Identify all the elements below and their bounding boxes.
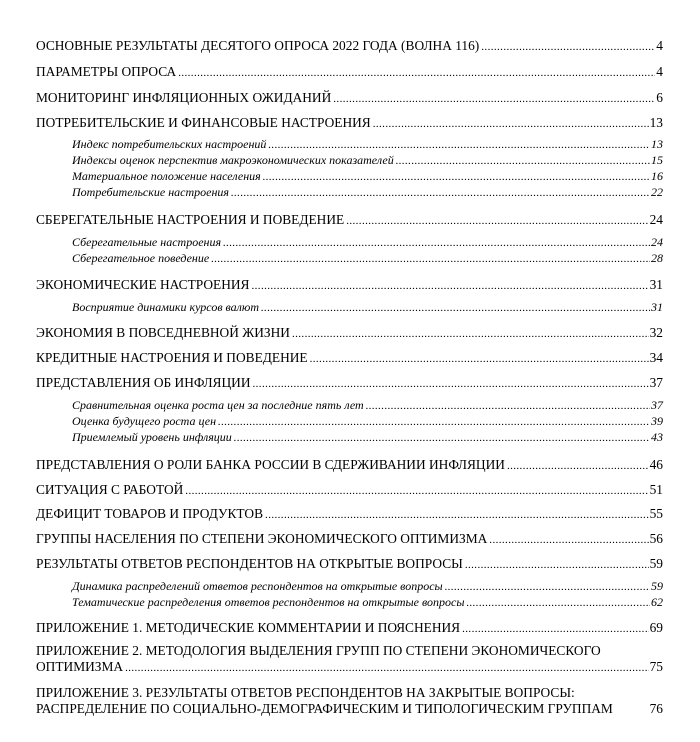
toc-page-number: 4 bbox=[656, 38, 663, 53]
toc-page-number: 22 bbox=[651, 185, 663, 199]
toc-page-number: 55 bbox=[649, 506, 663, 521]
dot-leader bbox=[268, 139, 650, 152]
toc-page-number: 16 bbox=[651, 169, 663, 183]
toc-entry-title: ДЕФИЦИТ ТОВАРОВ И ПРОДУКТОВ bbox=[36, 506, 264, 521]
toc-subentry[interactable] bbox=[72, 399, 663, 413]
dot-leader bbox=[211, 253, 650, 266]
toc-entry-title-line1: ПРИЛОЖЕНИЕ 3. РЕЗУЛЬТАТЫ ОТВЕТОВ РЕСПОНДЕНТОВ НА ЗАКРЫТЫЕ ВОПРОСЫ: bbox=[36, 685, 575, 700]
toc-subentry[interactable] bbox=[72, 236, 663, 250]
toc-page-number: 31 bbox=[651, 300, 663, 314]
dot-leader bbox=[333, 93, 655, 106]
toc-entry[interactable] bbox=[36, 556, 663, 572]
dot-leader bbox=[346, 215, 648, 228]
dot-leader bbox=[231, 187, 650, 200]
toc-entry[interactable] bbox=[36, 375, 663, 391]
toc-page-number: 13 bbox=[651, 137, 663, 151]
toc-page-number: 6 bbox=[656, 90, 663, 105]
toc-entry-title: ПРИЛОЖЕНИЕ 1. МЕТОДИЧЕСКИЕ КОММЕНТАРИИ И ПОЯСНЕНИЯ bbox=[36, 620, 461, 635]
toc-entry-title: РЕЗУЛЬТАТЫ ОТВЕТОВ РЕСПОНДЕНТОВ НА ОТКРЫТЫЕ ВОПРОСЫ bbox=[36, 556, 463, 571]
toc-entry[interactable] bbox=[36, 701, 663, 716]
dot-leader bbox=[481, 41, 655, 54]
toc-entry-title: СБЕРЕГАТЕЛЬНЫЕ НАСТРОЕНИЯ И ПОВЕДЕНИЕ bbox=[36, 212, 345, 227]
toc-page-number: 59 bbox=[649, 556, 663, 571]
dot-leader bbox=[252, 280, 649, 293]
toc-subentry[interactable] bbox=[72, 431, 663, 445]
toc-entry-title: Сберегательные настроения bbox=[72, 235, 222, 249]
toc-entry-title: Материальное положение населения bbox=[72, 169, 261, 183]
toc-entry-title: МОНИТОРИНГ ИНФЛЯЦИОННЫХ ОЖИДАНИЙ bbox=[36, 90, 332, 105]
toc-entry-title: Оценка будущего роста цен bbox=[72, 414, 217, 428]
toc-subentry[interactable] bbox=[72, 415, 663, 429]
toc-entry[interactable] bbox=[36, 531, 663, 547]
toc-page-number: 34 bbox=[649, 350, 663, 365]
toc-page-number: 39 bbox=[651, 414, 663, 428]
toc-entry[interactable] bbox=[36, 90, 663, 106]
dot-leader bbox=[445, 581, 650, 594]
toc-page-number: 62 bbox=[651, 595, 663, 609]
toc-entry-title: Динамика распределений ответов респондентов на открытые вопросы bbox=[72, 579, 443, 593]
toc-page-number: 28 bbox=[651, 251, 663, 265]
dot-leader bbox=[465, 559, 649, 572]
dot-leader bbox=[185, 485, 648, 498]
toc-page-number: 24 bbox=[649, 212, 663, 227]
dot-leader bbox=[366, 400, 650, 413]
toc-entry[interactable] bbox=[36, 277, 663, 293]
dot-leader bbox=[292, 328, 649, 341]
toc-entry-title: ГРУППЫ НАСЕЛЕНИЯ ПО СТЕПЕНИ ЭКОНОМИЧЕСКОГО ОПТИМИЗМА bbox=[36, 531, 488, 546]
dot-leader bbox=[310, 353, 649, 366]
toc-subentry[interactable] bbox=[72, 154, 663, 168]
dot-leader bbox=[263, 171, 650, 184]
toc-entry-title: Индекс потребительских настроений bbox=[72, 137, 267, 151]
toc-entry-title: Потребительские настроения bbox=[72, 185, 229, 199]
toc-page-number: 59 bbox=[651, 579, 663, 593]
toc-entry-title: ЭКОНОМИЯ В ПОВСЕДНЕВНОЙ ЖИЗНИ bbox=[36, 325, 290, 340]
toc-entry[interactable] bbox=[36, 620, 663, 636]
toc-subentry[interactable] bbox=[72, 580, 663, 594]
toc-page-number: 37 bbox=[651, 398, 663, 412]
toc-subentry[interactable] bbox=[72, 186, 663, 200]
dot-leader bbox=[125, 662, 649, 675]
toc-entry-title: ОСНОВНЫЕ РЕЗУЛЬТАТЫ ДЕСЯТОГО ОПРОСА 2022 ГОДА (ВОЛНА 116) bbox=[36, 38, 480, 53]
dot-leader bbox=[261, 302, 650, 315]
dot-leader bbox=[265, 509, 649, 522]
toc-page-number: 43 bbox=[651, 430, 663, 444]
toc-entry-title: Сравнительная оценка роста цен за последние пять лет bbox=[72, 398, 364, 412]
toc-subentry[interactable] bbox=[72, 138, 663, 152]
dot-leader bbox=[253, 378, 649, 391]
dot-leader bbox=[489, 534, 648, 547]
toc-subentry[interactable] bbox=[72, 170, 663, 184]
toc-page-number: 24 bbox=[651, 235, 663, 249]
toc-entry[interactable] bbox=[36, 115, 663, 131]
toc-entry-title: Тематические распределения ответов респондентов на открытые вопросы bbox=[72, 595, 465, 609]
toc-entry-title: ПАРАМЕТРЫ ОПРОСА bbox=[36, 64, 177, 79]
toc-page-number: 76 bbox=[649, 701, 663, 716]
toc-entry-title: Восприятие динамики курсов валют bbox=[72, 300, 260, 314]
toc-page-number: 75 bbox=[649, 659, 663, 674]
toc-entry[interactable] bbox=[36, 325, 663, 341]
toc-entry-title: ЭКОНОМИЧЕСКИЕ НАСТРОЕНИЯ bbox=[36, 277, 250, 292]
toc-page-number: 15 bbox=[651, 153, 663, 167]
toc-page-number: 4 bbox=[656, 64, 663, 79]
dot-leader bbox=[234, 432, 650, 445]
toc-subentry[interactable] bbox=[72, 252, 663, 266]
toc-entry-title: Сберегательное поведение bbox=[72, 251, 210, 265]
dot-leader bbox=[466, 597, 650, 610]
toc-page-number: 13 bbox=[649, 115, 663, 130]
toc-page-number: 51 bbox=[649, 482, 663, 497]
dot-leader bbox=[373, 118, 649, 131]
toc-page-number: 31 bbox=[649, 277, 663, 292]
toc-entry[interactable] bbox=[36, 38, 663, 54]
toc-entry-title: Индексы оценок перспектив макроэкономических показателей bbox=[72, 153, 394, 167]
toc-entry[interactable] bbox=[36, 350, 663, 366]
toc-entry[interactable] bbox=[36, 457, 663, 473]
toc-entry-title: ПОТРЕБИТЕЛЬСКИЕ И ФИНАНСОВЫЕ НАСТРОЕНИЯ bbox=[36, 115, 371, 130]
toc-page-number: 32 bbox=[649, 325, 663, 340]
toc-subentry[interactable] bbox=[72, 596, 663, 610]
dot-leader bbox=[462, 623, 648, 636]
toc-entry-title: СИТУАЦИЯ С РАБОТОЙ bbox=[36, 482, 184, 497]
toc-entry-title: ОПТИМИЗМА bbox=[36, 659, 124, 674]
toc-page-number: 69 bbox=[649, 620, 663, 635]
toc-entry-title: КРЕДИТНЫЕ НАСТРОЕНИЯ И ПОВЕДЕНИЕ bbox=[36, 350, 308, 365]
toc-entry-title: Приемлемый уровень инфляции bbox=[72, 430, 232, 444]
toc-subentry[interactable] bbox=[72, 301, 663, 315]
dot-leader bbox=[218, 416, 650, 429]
dot-leader bbox=[223, 237, 650, 250]
toc-entry-title: ПРЕДСТАВЛЕНИЯ ОБ ИНФЛЯЦИИ bbox=[36, 375, 251, 390]
toc-entry-title: ПРЕДСТАВЛЕНИЯ О РОЛИ БАНКА РОССИИ В СДЕРЖИВАНИИ ИНФЛЯЦИИ bbox=[36, 457, 505, 472]
toc-entry[interactable] bbox=[36, 506, 663, 522]
toc-page-number: 37 bbox=[649, 375, 663, 390]
toc-entry-title: РАСПРЕДЕЛЕНИЕ ПО СОЦИАЛЬНО-ДЕМОГРАФИЧЕСКИМ И ТИПОЛОГИЧЕСКИМ ГРУППАМ bbox=[36, 701, 613, 716]
dot-leader bbox=[507, 460, 649, 473]
toc-entry[interactable] bbox=[36, 659, 663, 675]
dot-leader bbox=[396, 155, 650, 168]
dot-leader bbox=[178, 67, 655, 80]
toc-page-number: 46 bbox=[649, 457, 663, 472]
toc-entry[interactable] bbox=[36, 482, 663, 498]
toc-entry-title-line1: ПРИЛОЖЕНИЕ 2. МЕТОДОЛОГИЯ ВЫДЕЛЕНИЯ ГРУПП ПО СТЕПЕНИ ЭКОНОМИЧЕСКОГО bbox=[36, 643, 601, 658]
toc-page-number: 56 bbox=[649, 531, 663, 546]
toc-entry[interactable] bbox=[36, 64, 663, 80]
toc-entry[interactable] bbox=[36, 212, 663, 228]
